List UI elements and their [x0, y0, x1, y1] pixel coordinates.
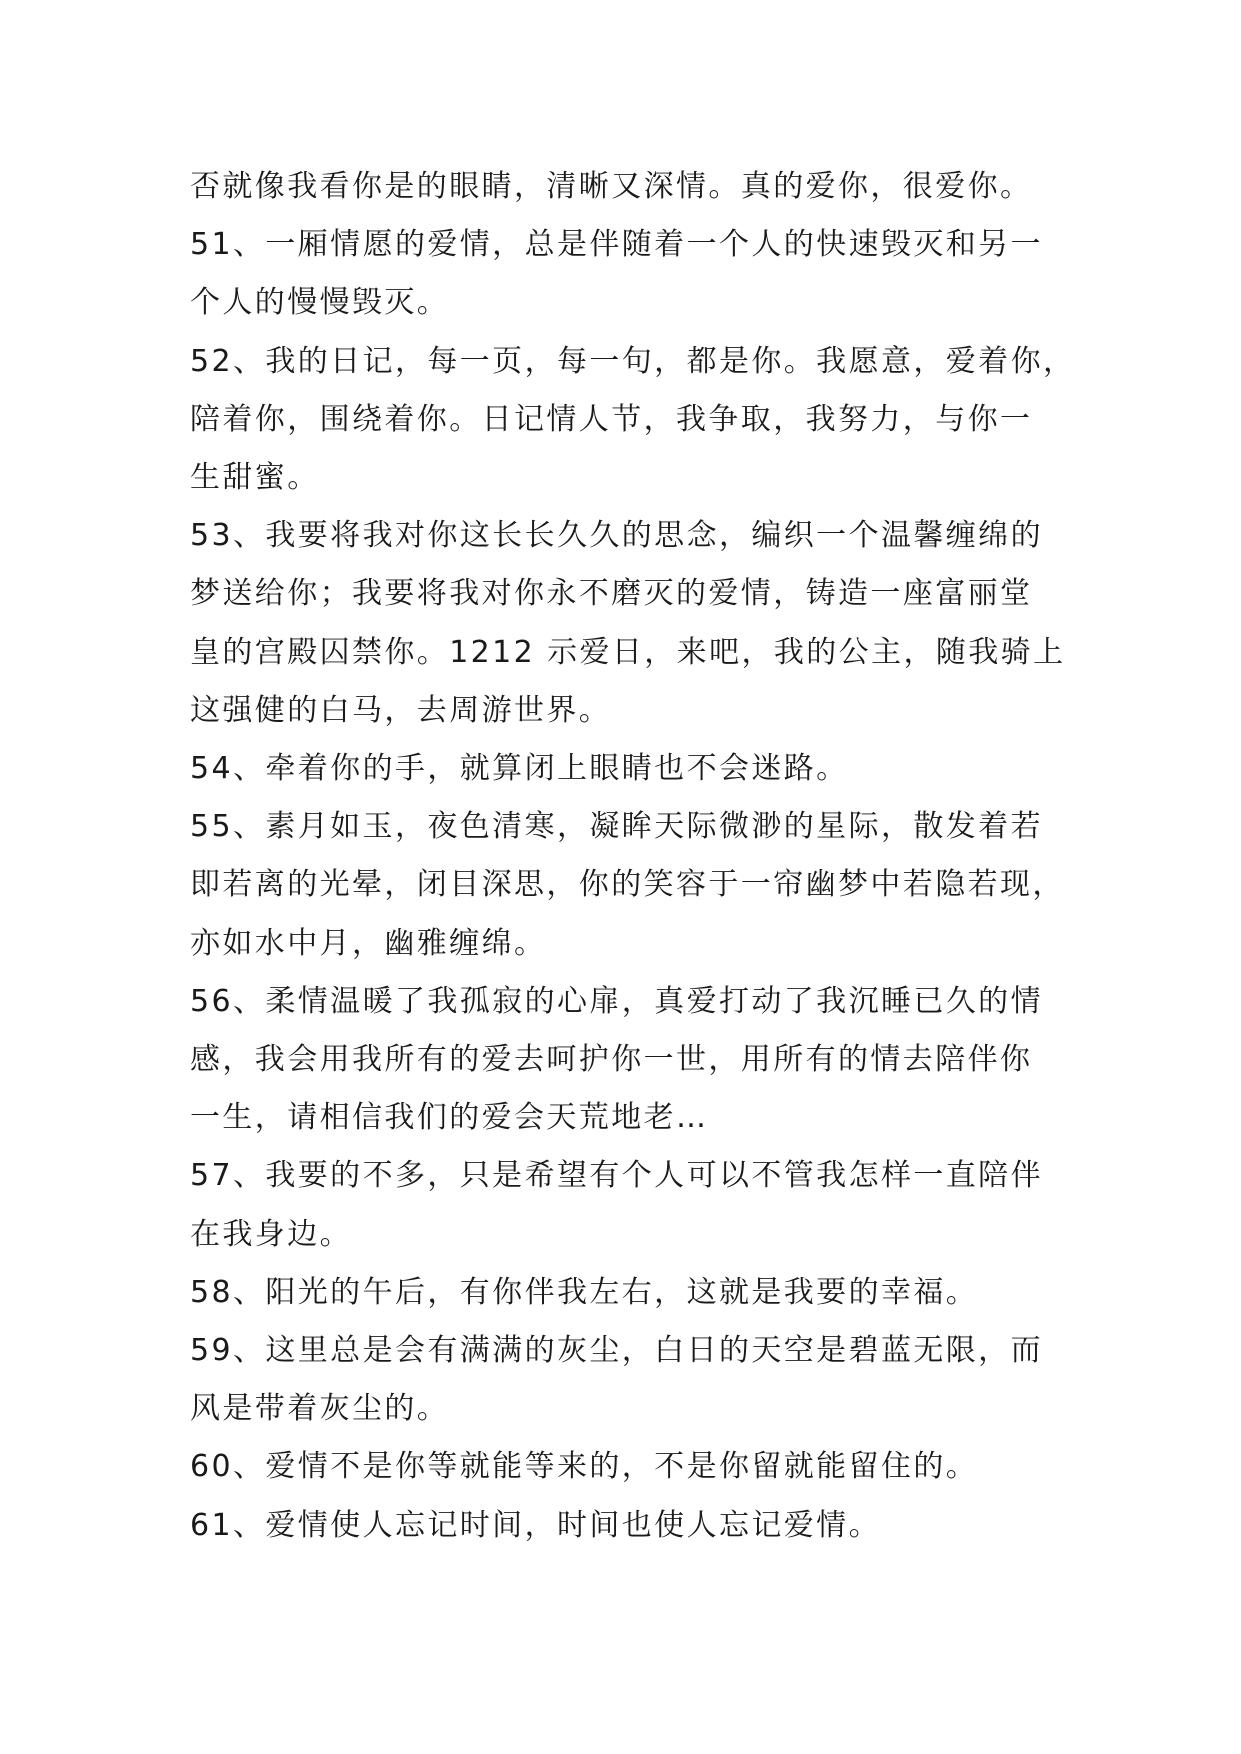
text-line: 梦送给你；我要将我对你永不磨灭的爱情，铸造一座富丽堂 [190, 576, 1033, 612]
text-line: 个人的慢慢毁灭。 [190, 285, 450, 321]
text-line: 风是带着灰尘的。 [190, 1391, 450, 1427]
text-line: 59、这里总是会有满满的灰尘，白日的天空是碧蓝无限，而 [190, 1333, 1043, 1369]
text-line: 亦如水中月，幽雅缠绵。 [190, 925, 547, 961]
text-line: 在我身边。 [190, 1216, 352, 1252]
text-line: 陪着你，围绕着你。日记情人节，我争取，我努力，与你一 [190, 401, 1033, 437]
text-line: 否就像我看你是的眼睛，清晰又深情。真的爱你，很爱你。 [190, 169, 1033, 204]
text-line: 60、爱情不是你等就能等来的，不是你留就能留住的。 [190, 1449, 979, 1485]
text-line: 56、柔情温暖了我孤寂的心扉，真爱打动了我沉睡已久的情 [190, 983, 1043, 1019]
text-line: 53、我要将我对你这长长久久的思念，编织一个温馨缠绵的 [190, 518, 1043, 554]
text-line: 即若离的光晕，闭目深思，你的笑容于一帘幽梦中若隐若现， [190, 867, 1065, 903]
text-line: 生甜蜜。 [190, 460, 320, 496]
text-line: 54、牵着你的手，就算闭上眼睛也不会迷路。 [190, 751, 849, 787]
body-text [190, 158, 1076, 1555]
text-line: 61、爱情使人忘记时间，时间也使人忘记爱情。 [190, 1507, 881, 1543]
text-line: 感，我会用我所有的爱去呵护你一世，用所有的情去陪伴你 [190, 1042, 1033, 1078]
text-line: 一生，请相信我们的爱会天荒地老… [190, 1100, 709, 1136]
text-line: 55、素月如玉，夜色清寒，凝眸天际微渺的星际，散发着若 [190, 809, 1043, 845]
text-line: 57、我要的不多，只是希望有个人可以不管我怎样一直陪伴 [190, 1158, 1043, 1194]
text-line: 58、阳光的午后，有你伴我左右，这就是我要的幸福。 [190, 1274, 979, 1310]
text-line: 皇的宫殿囚禁你。1212 示爱日，来吧，我的公主，随我骑上 [190, 634, 1066, 670]
text-line: 这强健的白马，去周游世界。 [190, 692, 612, 728]
text-line: 52、我的日记，每一页，每一句，都是你。我愿意，爱着你， [190, 343, 1076, 379]
text-line: 51、一厢情愿的爱情，总是伴随着一个人的快速毁灭和另一 [190, 227, 1043, 263]
